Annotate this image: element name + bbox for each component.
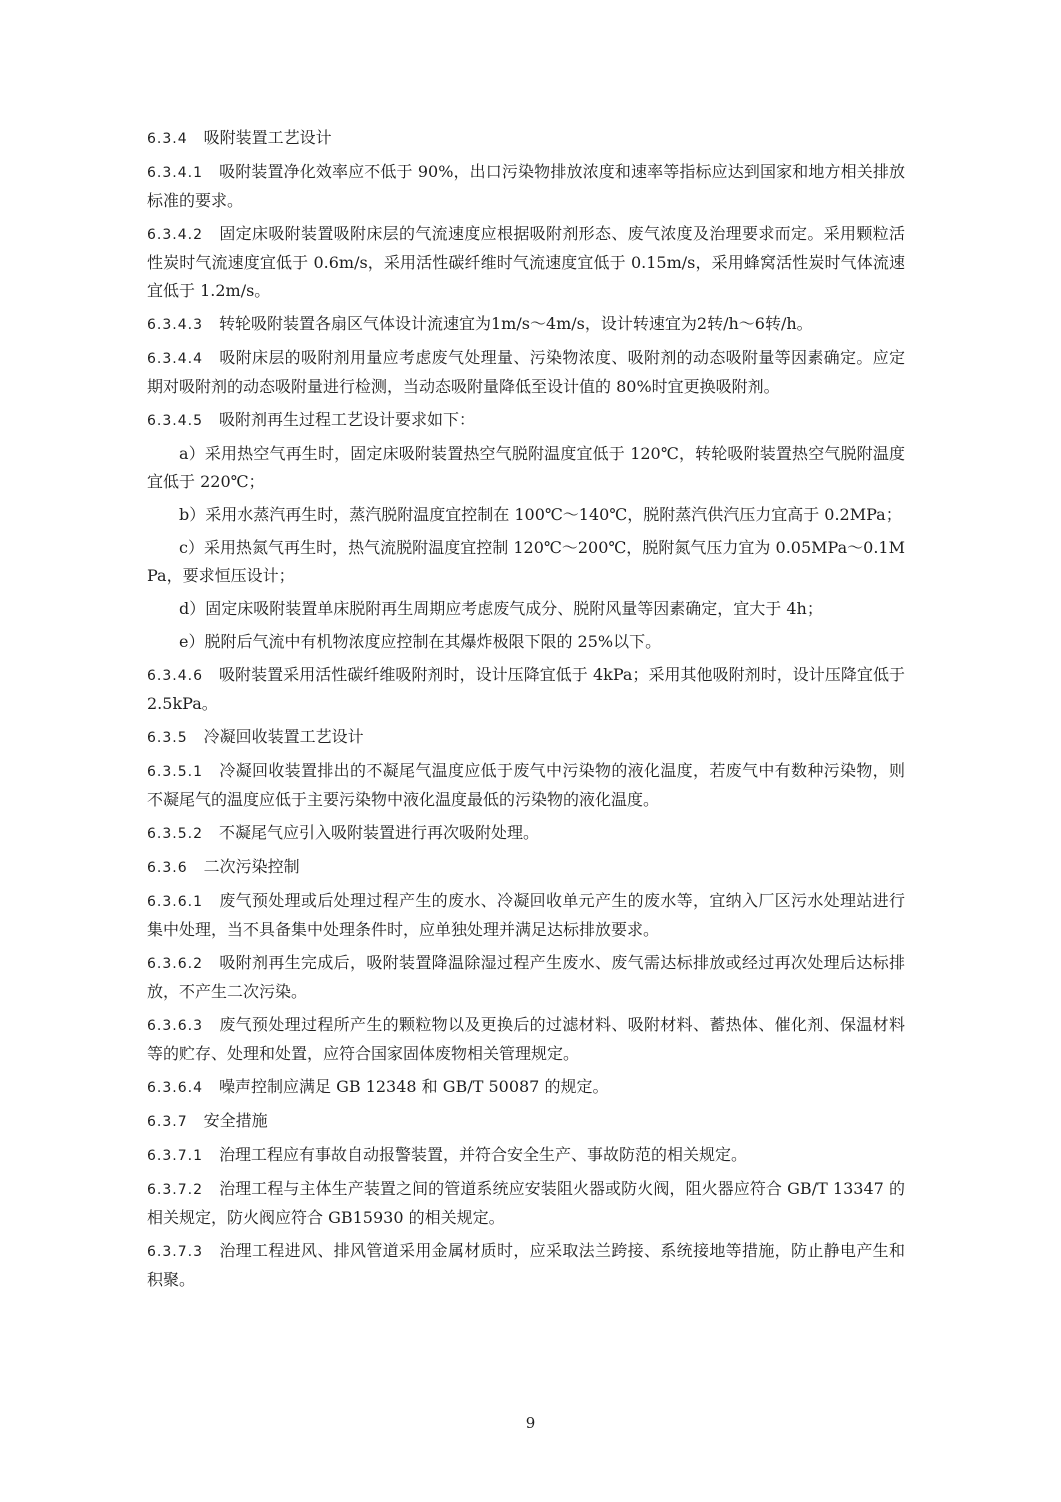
paragraph-text: 冷凝回收装置排出的不凝尾气温度应低于废气中污染物的液化温度，若废气中有数种污染物，则不凝尾气的温度应低于主要污染物中液化温度最低的污染物的液化温度。 [147, 761, 905, 809]
paragraph-text: 吸附装置净化效率应不低于 90%，出口污染物排放浓度和速率等指标应达到国家和地方相关排放标准的要求。 [147, 162, 905, 210]
section-number: 6.3.4.2 [147, 227, 203, 243]
section-paragraph [147, 1175, 905, 1232]
paragraph-text: 冷凝回收装置工艺设计 [203, 727, 364, 746]
list-item [147, 534, 905, 590]
section-number: 6.3.4 [147, 131, 188, 147]
section-number: 6.3.7.3 [147, 1244, 203, 1260]
section-number: 6.3.7 [147, 1114, 188, 1130]
section-number: 6.3.4.6 [147, 668, 203, 684]
paragraph-text: 吸附床层的吸附剂用量应考虑废气处理量、污染物浓度、吸附剂的动态吸附量等因素确定。应定期对吸附剂的动态吸附量进行检测，当动态吸附量降低至设计值的 80%时宜更换吸附剂。 [147, 348, 905, 396]
list-item [147, 595, 905, 623]
page-number: 9 [525, 1414, 536, 1432]
list-item [147, 440, 905, 496]
paragraph-text: b）采用水蒸汽再生时，蒸汽脱附温度宜控制在 100℃～140℃，脱附蒸汽供汽压力宜高于 0.2MPa； [179, 505, 902, 524]
section-number: 6.3.6.1 [147, 894, 203, 910]
list-item [147, 628, 905, 656]
section-paragraph [147, 661, 905, 718]
paragraph-text: 废气预处理过程所产生的颗粒物以及更换后的过滤材料、吸附材料、蓄热体、催化剂、保温材料等的贮存、处理和处置，应符合国家固体废物相关管理规定。 [147, 1015, 905, 1063]
section-paragraph [147, 723, 905, 752]
paragraph-text: c）采用热氮气再生时，热气流脱附温度宜控制 120℃～200℃，脱附氮气压力宜为 0.05MPa～0.1MPa，要求恒压设计； [147, 538, 905, 585]
section-number: 6.3.4.1 [147, 165, 203, 181]
paragraph-text: a）采用热空气再生时，固定床吸附装置热空气脱附温度宜低于 120℃，转轮吸附装置热空气脱附温度宜低于 220℃； [147, 444, 905, 491]
paragraph-text: 噪声控制应满足 GB 12348 和 GB/T 50087 的规定。 [218, 1077, 609, 1096]
paragraph-text: 吸附装置采用活性碳纤维吸附剂时，设计压降宜低于 4kPa；采用其他吸附剂时，设计压降宜低于 2.5kPa。 [147, 665, 905, 713]
section-number: 6.3.7.1 [147, 1148, 203, 1164]
paragraph-text: 吸附剂再生完成后，吸附装置降温除湿过程产生废水、废气需达标排放或经过再次处理后达标排放，不产生二次污染。 [147, 953, 905, 1001]
section-paragraph [147, 1011, 905, 1068]
section-paragraph [147, 853, 905, 882]
section-number: 6.3.6.2 [147, 956, 203, 972]
paragraph-text: 废气预处理或后处理过程产生的废水、冷凝回收单元产生的废水等，宜纳入厂区污水处理站进行集中处理，当不具备集中处理条件时，应单独处理并满足达标排放要求。 [147, 891, 905, 939]
section-paragraph [147, 887, 905, 944]
section-paragraph [147, 344, 905, 401]
section-paragraph [147, 158, 905, 215]
section-number: 6.3.7.2 [147, 1182, 203, 1198]
paragraph-text: e）脱附后气流中有机物浓度应控制在其爆炸极限下限的 25%以下。 [179, 632, 662, 651]
section-paragraph [147, 406, 905, 435]
paragraph-text: 不凝尾气应引入吸附装置进行再次吸附处理。 [218, 823, 539, 842]
section-number: 6.3.5 [147, 730, 188, 746]
section-number: 6.3.4.4 [147, 351, 203, 367]
section-paragraph [147, 124, 905, 153]
list-item [147, 501, 905, 529]
section-number: 6.3.4.3 [147, 317, 203, 333]
paragraph-text: 治理工程进风、排风管道采用金属材质时，应采取法兰跨接、系统接地等措施，防止静电产生和积聚。 [147, 1241, 905, 1289]
section-paragraph [147, 1141, 905, 1170]
section-paragraph [147, 1073, 905, 1102]
section-number: 6.3.5.1 [147, 764, 203, 780]
paragraph-text: 吸附装置工艺设计 [203, 128, 332, 147]
section-number: 6.3.5.2 [147, 826, 203, 842]
document-body [147, 124, 905, 1299]
paragraph-text: 转轮吸附装置各扇区气体设计流速宜为1m/s～4m/s，设计转速宜为2转/h～6转/h。 [218, 314, 813, 333]
section-paragraph [147, 1107, 905, 1136]
paragraph-text: 安全措施 [203, 1111, 268, 1130]
paragraph-text: 二次污染控制 [203, 857, 300, 876]
paragraph-text: 治理工程与主体生产装置之间的管道系统应安装阻火器或防火阀，阻火器应符合 GB/T 13347 的相关规定，防火阀应符合 GB15930 的相关规定。 [147, 1179, 905, 1227]
paragraph-text: d）固定床吸附装置单床脱附再生周期应考虑废气成分、脱附风量等因素确定，宜大于 4h； [179, 599, 823, 618]
section-paragraph [147, 310, 905, 339]
paragraph-text: 固定床吸附装置吸附床层的气流速度应根据吸附剂形态、废气浓度及治理要求而定。采用颗粒活性炭时气流速度宜低于 0.6m/s，采用活性碳纤维时气流速度宜低于 0.15m/s，采用蜂窝活性炭时气体流速宜低于 1.2m/s。 [147, 224, 905, 300]
paragraph-text: 吸附剂再生过程工艺设计要求如下： [218, 410, 475, 429]
section-paragraph [147, 819, 905, 848]
paragraph-text: 治理工程应有事故自动报警装置，并符合安全生产、事故防范的相关规定。 [218, 1145, 747, 1164]
section-number: 6.3.6 [147, 860, 188, 876]
section-number: 6.3.6.3 [147, 1018, 203, 1034]
section-paragraph [147, 757, 905, 814]
section-number: 6.3.4.5 [147, 413, 203, 429]
section-paragraph [147, 220, 905, 305]
section-paragraph [147, 949, 905, 1006]
section-number: 6.3.6.4 [147, 1080, 203, 1096]
section-paragraph [147, 1237, 905, 1294]
